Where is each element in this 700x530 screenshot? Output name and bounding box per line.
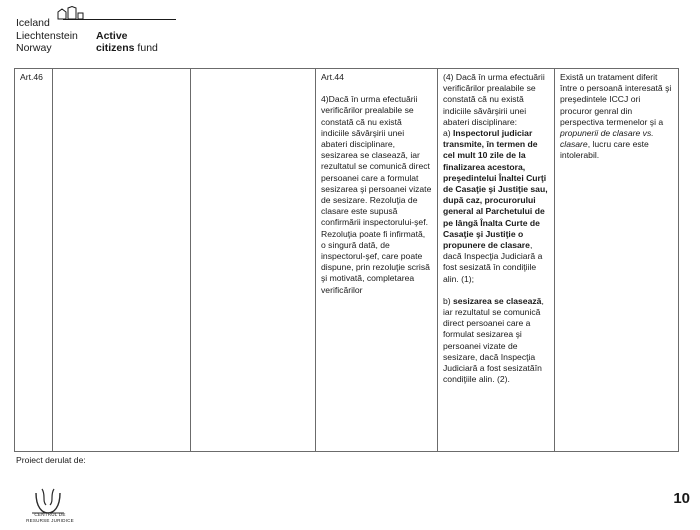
table-row bbox=[15, 69, 679, 452]
brand-active: Active bbox=[96, 30, 128, 42]
proposed-intro: (4) Dacă în urma efectuării verificărilor prealabile se constată că nu există indiciile săvârşirii unei abateri disciplinare: bbox=[443, 72, 545, 127]
brand-iceland: Iceland bbox=[16, 17, 50, 29]
project-label: Proiect derulat de: bbox=[16, 455, 86, 465]
comment-italic: propunerii de clasare vs. clasare bbox=[560, 128, 654, 150]
cell-article bbox=[15, 69, 53, 452]
brand-norway: Norway bbox=[16, 42, 52, 54]
cell-current-law bbox=[316, 69, 438, 452]
houses-icon bbox=[57, 6, 97, 20]
point-a-prefix: a) bbox=[443, 128, 454, 139]
cell-empty-2 bbox=[191, 69, 316, 452]
point-b-rest: , iar rezultatul se comunică direct persoanei care a formulat sesizarea şi persoanei vizate de sesizare, dacă Inspecţia Judiciară a fost sesizatăîn condiţiile alin. (2). bbox=[443, 295, 544, 385]
funder-logo bbox=[16, 6, 176, 56]
logo-caption: CENTRUL DE RESURSE JURIDICE bbox=[26, 512, 74, 523]
cell-comment bbox=[555, 69, 679, 452]
comment-text bbox=[560, 72, 673, 162]
comment-part-1: Există un tratament diferit între o persoană interesată şi preşedintele ICCJ ori procuror genral din perspectiva termenelor şi a bbox=[560, 72, 672, 127]
proposed-point-a bbox=[443, 128, 549, 285]
cell-empty-1 bbox=[53, 69, 191, 452]
point-a-rest: , dacă Inspecţia Judiciară a fost sesizată în condiţiile alin. (1); bbox=[443, 240, 543, 284]
article-number: Art.46 bbox=[20, 72, 43, 82]
page-number: 10 bbox=[673, 490, 690, 507]
cell-proposed-law bbox=[438, 69, 555, 452]
point-b-bold: sesizarea se clasează bbox=[453, 295, 542, 306]
proposed-point-b bbox=[443, 296, 549, 386]
current-law-title: Art.44 bbox=[321, 72, 344, 82]
point-a-bold: Inspectorul judiciar transmite, în termen de cel mult 10 zile de la finalizarea acestora, preşedintelui Înaltei Curţi de Casaţie şi Justiţie sau, după caz, procurorului general al Parchetului de pe lângă Înalta Curte de Casaţie şi Justiţie o propunere de clasare bbox=[443, 128, 548, 251]
brand-fund: fund bbox=[134, 42, 158, 54]
brand-citizens: citizens bbox=[96, 42, 135, 54]
current-law-text: 4)Dacă în urma efectuării verificărilor prealabile se constată că nu există indiciile săvârşirii unei abateri disciplinare, sesizarea se clasează, iar rezultatul se comunică direct persoanei care a formulat sesizarea şi persoanei vizate de sesizare. Rezoluţia de clasare este supusă confirmării inspectorului-şef. Rezoluţia poate fi infirmată, o singură dată, de inspectorul-şef, care poate dispune, prin rezoluţie scrisă şi motivată, completarea verificărilor bbox=[321, 94, 432, 295]
brand-citizens-fund bbox=[96, 42, 158, 54]
comment-part-2: , lucru care este intolerabil. bbox=[560, 139, 649, 161]
comparison-table bbox=[14, 68, 679, 452]
point-b-prefix: b) bbox=[443, 295, 454, 306]
brand-liechtenstein: Liechtenstein bbox=[16, 30, 78, 42]
